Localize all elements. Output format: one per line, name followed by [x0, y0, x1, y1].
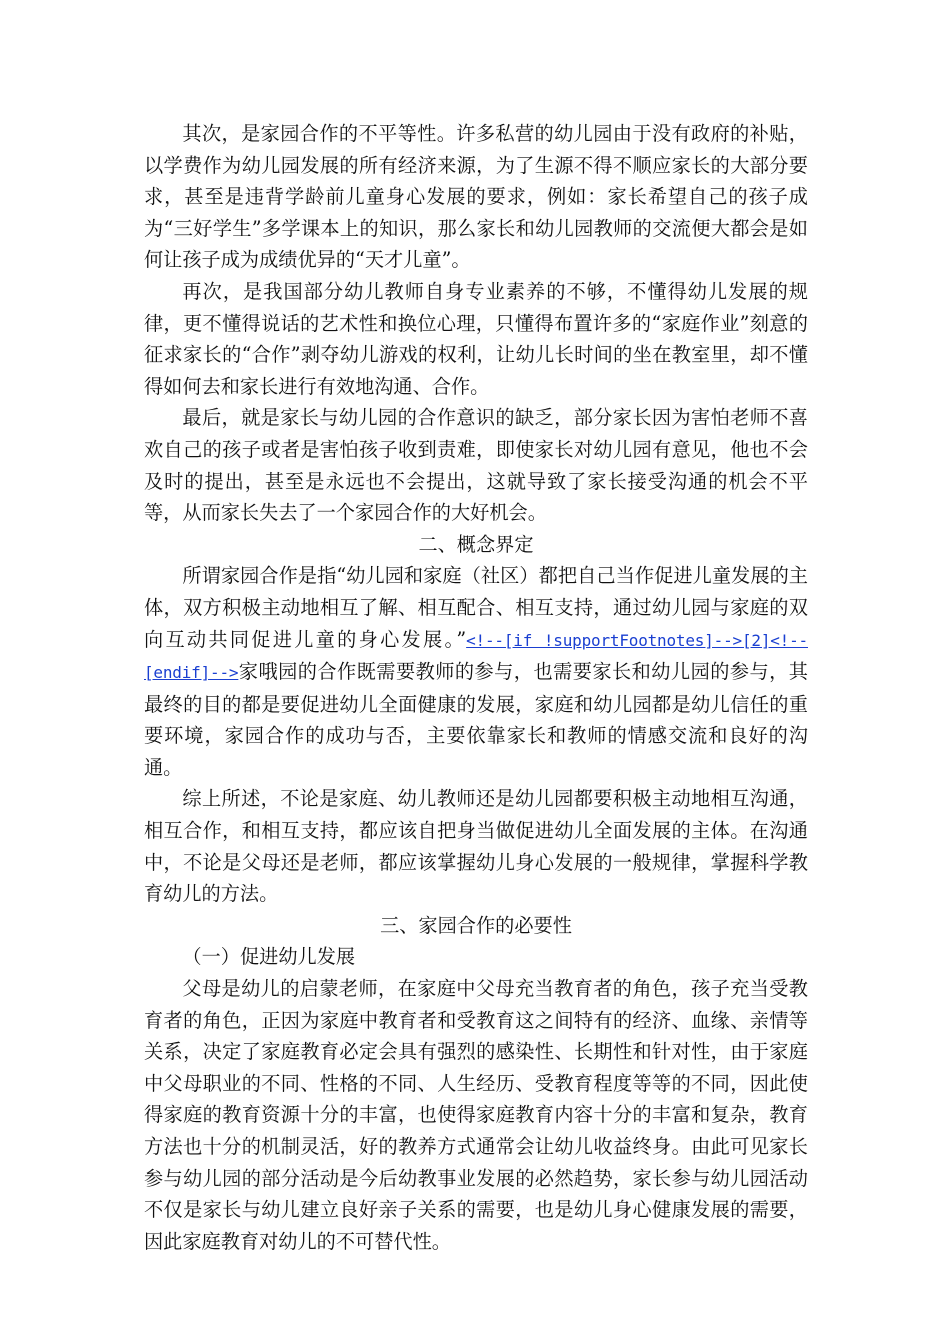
- document-body: [144, 118, 808, 1257]
- paragraph-summary: 综上所述，不论是家庭、幼儿教师还是幼儿园都要积极主动地相互沟通，相互合作，和相互支持，都应该自把身当做促进幼儿全面发展的主体。在沟通中，不论是父母还是老师，都应该掌握幼儿身心发展的一般规律，掌握科学教育幼儿的方法。: [144, 787, 808, 906]
- paragraph-definition: [144, 560, 808, 783]
- section-heading-concept: 二、概念界定: [418, 532, 534, 556]
- definition-text-end: 家哦园的合作既需要教师的参与，也需要家长和幼儿园的参与，其最终的目的都是要促进幼儿全面健康的发展，家庭和幼儿园都是幼儿信任的重要环境，家园合作的成功与否，主要依靠家长和教师的情感交流和良好的沟通。: [144, 660, 808, 779]
- footnote-link[interactable]: <!--[if !supportFootnotes]-->[2]<!--[endif]-->: [144, 630, 808, 683]
- paragraph-parents-role: 父母是幼儿的启蒙老师，在家庭中父母充当教育者的角色，孩子充当受教育者的角色，正因为家庭中教育者和受教育这之间特有的经济、血缘、亲情等关系，决定了家庭教育必定会具有强烈的感染性、长期性和针对性，由于家庭中父母职业的不同、性格的不同、人生经历、受教育程度等等的不同，因此使得家庭的教育资源十分的丰富，也使得家庭教育内容十分的丰富和复杂，教育方法也十分的机制灵活，好的教养方式通常会让幼儿收益终身。由此可见家长参与幼儿园的部分活动是今后幼教事业发展的必然趋势，家长参与幼儿园活动不仅是家长与幼儿建立良好亲子关系的需要，也是幼儿身心健康发展的需要，因此家庭教育对幼儿的不可替代性。: [144, 977, 808, 1253]
- paragraph-inequality: 其次，是家园合作的不平等性。许多私营的幼儿园由于没有政府的补贴，以学费作为幼儿园发展的所有经济来源，为了生源不得不顺应家长的大部分要求，甚至是违背学龄前儿童身心发展的要求，例如：家长希望自己的孩子成为“三好学生”多学课本上的知识，那么家长和幼儿园教师的交流便大都会是如何让孩子成为成绩优异的“天才儿童”。: [144, 122, 808, 272]
- subsection-heading-child-development: （一）促进幼儿发展: [182, 945, 356, 969]
- definition-text-start: 所谓家园合作是指“幼儿园和家庭（社区）都把自己当作促进儿童发展的主体，双方积极主动地相互了解、相互配合、相互支持，通过幼儿园与家庭的双向互动共同促进儿童的身心发展。”: [144, 564, 808, 651]
- section-heading-necessity: 三、家园合作的必要性: [380, 913, 572, 937]
- paragraph-cooperation-awareness: 最后，就是家长与幼儿园的合作意识的缺乏，部分家长因为害怕老师不喜欢自己的孩子或者是害怕孩子收到责难，即使家长对幼儿园有意见，他也不会及时的提出，甚至是永远也不会提出，这就导致了家长接受沟通的机会不平等，从而家长失去了一个家园合作的大好机会。: [144, 406, 808, 525]
- paragraph-teacher-quality: 再次，是我国部分幼儿教师自身专业素养的不够，不懂得幼儿发展的规律，更不懂得说话的艺术性和换位心理，只懂得布置许多的“家庭作业”刻意的征求家长的“合作”剥夺幼儿游戏的权利，让幼儿长时间的坐在教室里，却不懂得如何去和家长进行有效地沟通、合作。: [144, 279, 808, 398]
